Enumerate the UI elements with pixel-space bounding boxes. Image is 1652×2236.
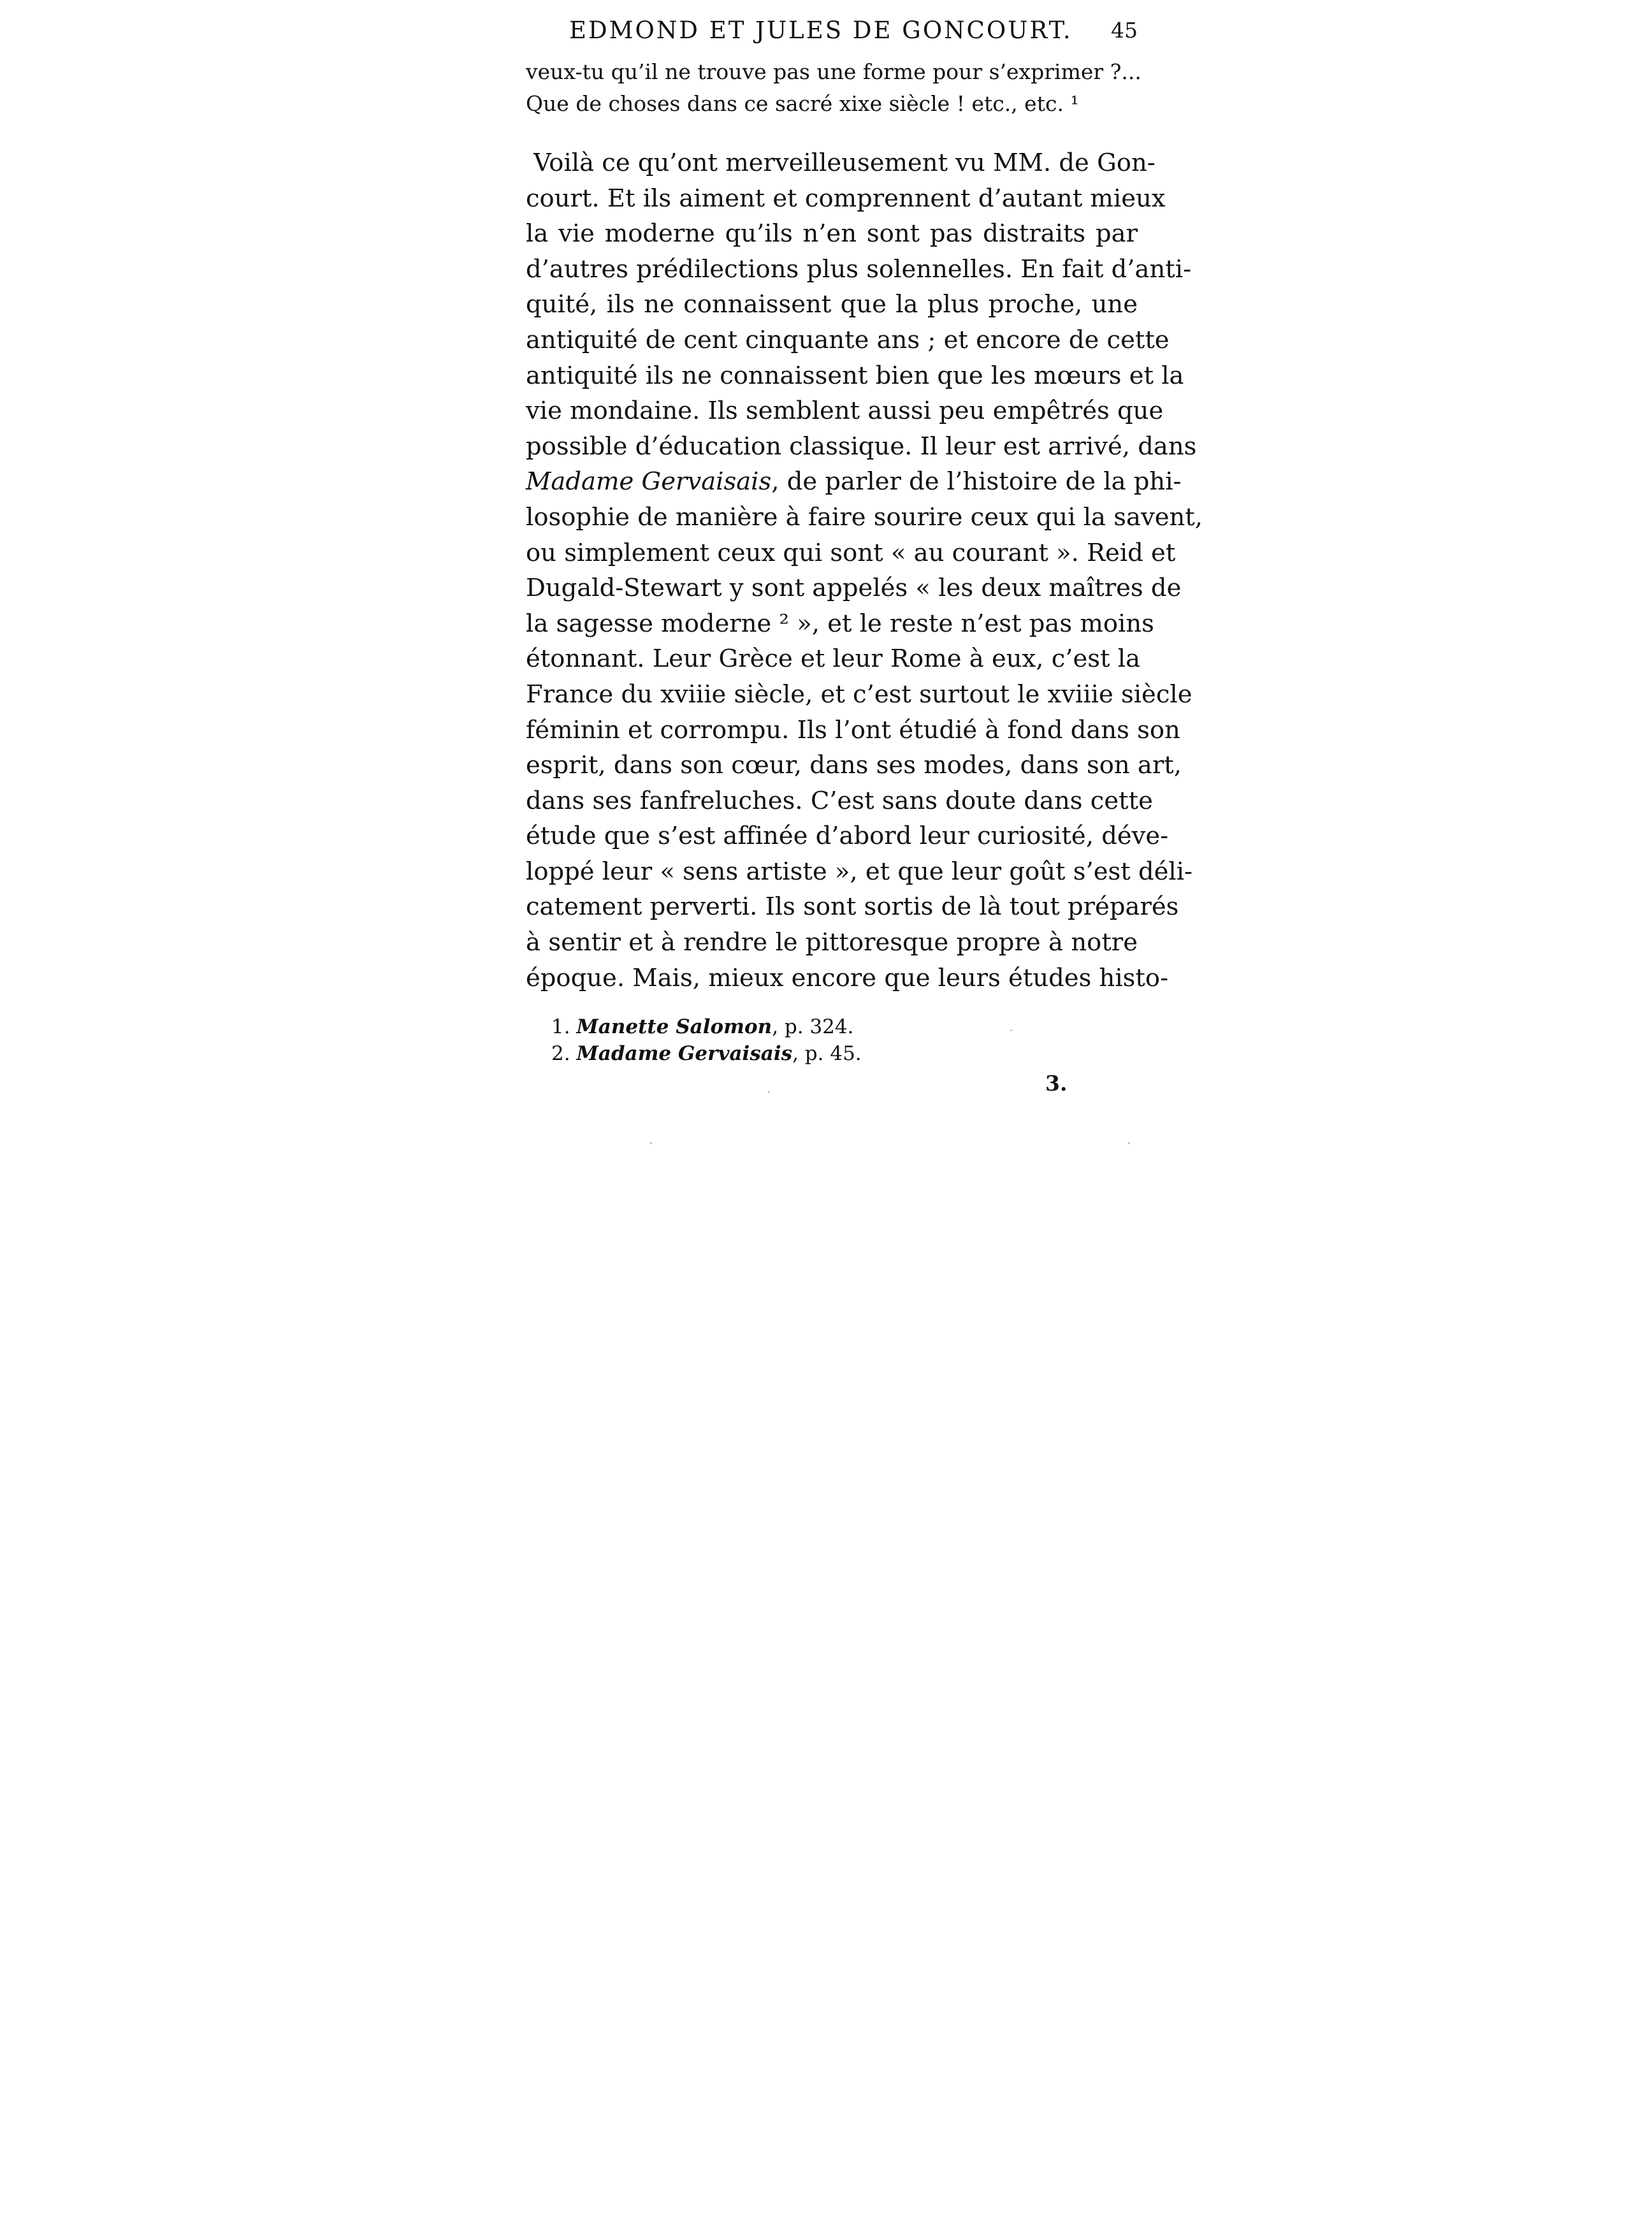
paragraph-line-italic — [526, 464, 1182, 500]
paragraph-line: à sentir et à rendre le pittoresque propre à notre — [526, 928, 1138, 957]
paragraph-line: étude que s’est affinée d’abord leur curiosité, déve- — [526, 822, 1169, 851]
paragraph-line: la sagesse moderne ² », et le reste n’est pas moins — [526, 609, 1154, 638]
quote-line: Que de choses dans ce sacré xixe siècle ! etc., etc. ¹ — [526, 91, 1079, 116]
scan-speck — [1128, 1142, 1130, 1144]
footnote-ref: , p. 45. — [792, 1042, 862, 1065]
scan-speck — [1010, 1029, 1012, 1031]
paragraph-line: la vie moderne qu’ils n’en sont pas distraits par — [526, 219, 1138, 249]
paragraph-line: féminin et corrompu. Ils l’ont étudié à fond dans son — [526, 715, 1180, 744]
footnote-ref: , p. 324. — [772, 1015, 854, 1038]
paragraph-line: Voilà ce qu’ont merveilleusement vu MM. de Gon- — [533, 149, 1156, 177]
paragraph-line: France du xviiie siècle, et c’est surtout le xviiie siècle — [526, 679, 1192, 709]
paragraph-line: losophie de manière à faire sourire ceux qui la savent, — [526, 502, 1203, 532]
footnote-number: 1. — [551, 1015, 570, 1038]
footnote-title: Manette Salomon — [576, 1015, 772, 1038]
italic-title: Madame Gervaisais — [526, 467, 772, 497]
footnotes — [551, 1013, 1061, 1067]
paragraph-line: ou simplement ceux qui sont « au courant ». Reid et — [526, 538, 1176, 567]
quote-line: veux-tu qu’il ne trouve pas une forme pour s’exprimer ?... — [526, 59, 1141, 84]
paragraph-line: vie mondaine. Ils semblent aussi peu empêtrés que — [526, 396, 1164, 426]
paragraph-line: antiquité ils ne connaissent bien que les mœurs et la — [526, 361, 1184, 390]
paragraph-line: catement perverti. Ils sont sortis de là tout préparés — [526, 892, 1179, 922]
page-number: 45 — [1111, 18, 1138, 43]
paragraph-line: quité, ils ne connaissent que la plus proche, une — [526, 290, 1138, 319]
signature-mark: 3. — [1045, 1071, 1068, 1096]
paragraph-line: possible d’éducation classique. Il leur est arrivé, dans — [526, 432, 1197, 461]
paragraph-line: Dugald-Stewart y sont appelés « les deux maîtres de — [526, 574, 1182, 603]
paragraph-line: antiquité de cent cinquante ans ; et encore de cette — [526, 325, 1170, 354]
scan-speck — [650, 1142, 652, 1144]
running-head — [526, 8, 1138, 52]
paragraph-line: étonnant. Leur Grèce et leur Rome à eux, c’est la — [526, 644, 1141, 674]
paragraph-line: dans ses fanfreluches. C’est sans doute dans cette — [526, 786, 1153, 815]
paragraph-line: court. Et ils aiment et comprennent d’autant mieux — [526, 184, 1166, 213]
main-paragraph — [526, 145, 1203, 996]
footnote-1 — [551, 1013, 1061, 1040]
footnote-2 — [551, 1040, 1061, 1067]
footnote-number: 2. — [551, 1042, 570, 1065]
paragraph-line: loppé leur « sens artiste », et que leur goût s’est déli- — [526, 857, 1193, 886]
paragraph-line: esprit, dans son cœur, dans ses modes, dans son art, — [526, 751, 1182, 780]
scan-speck — [768, 1091, 770, 1093]
footnote-title: Madame Gervaisais — [576, 1042, 793, 1065]
paragraph-line: d’autres prédilections plus solennelles. En fait d’anti- — [526, 254, 1192, 284]
quote-continuation — [526, 56, 1141, 120]
paragraph-line: époque. Mais, mieux encore que leurs études histo- — [526, 963, 1169, 992]
running-title: EDMOND ET JULES DE GONCOURT. — [569, 17, 1073, 44]
italic-line-rest: , de parler de l’histoire de la phi- — [771, 467, 1182, 497]
